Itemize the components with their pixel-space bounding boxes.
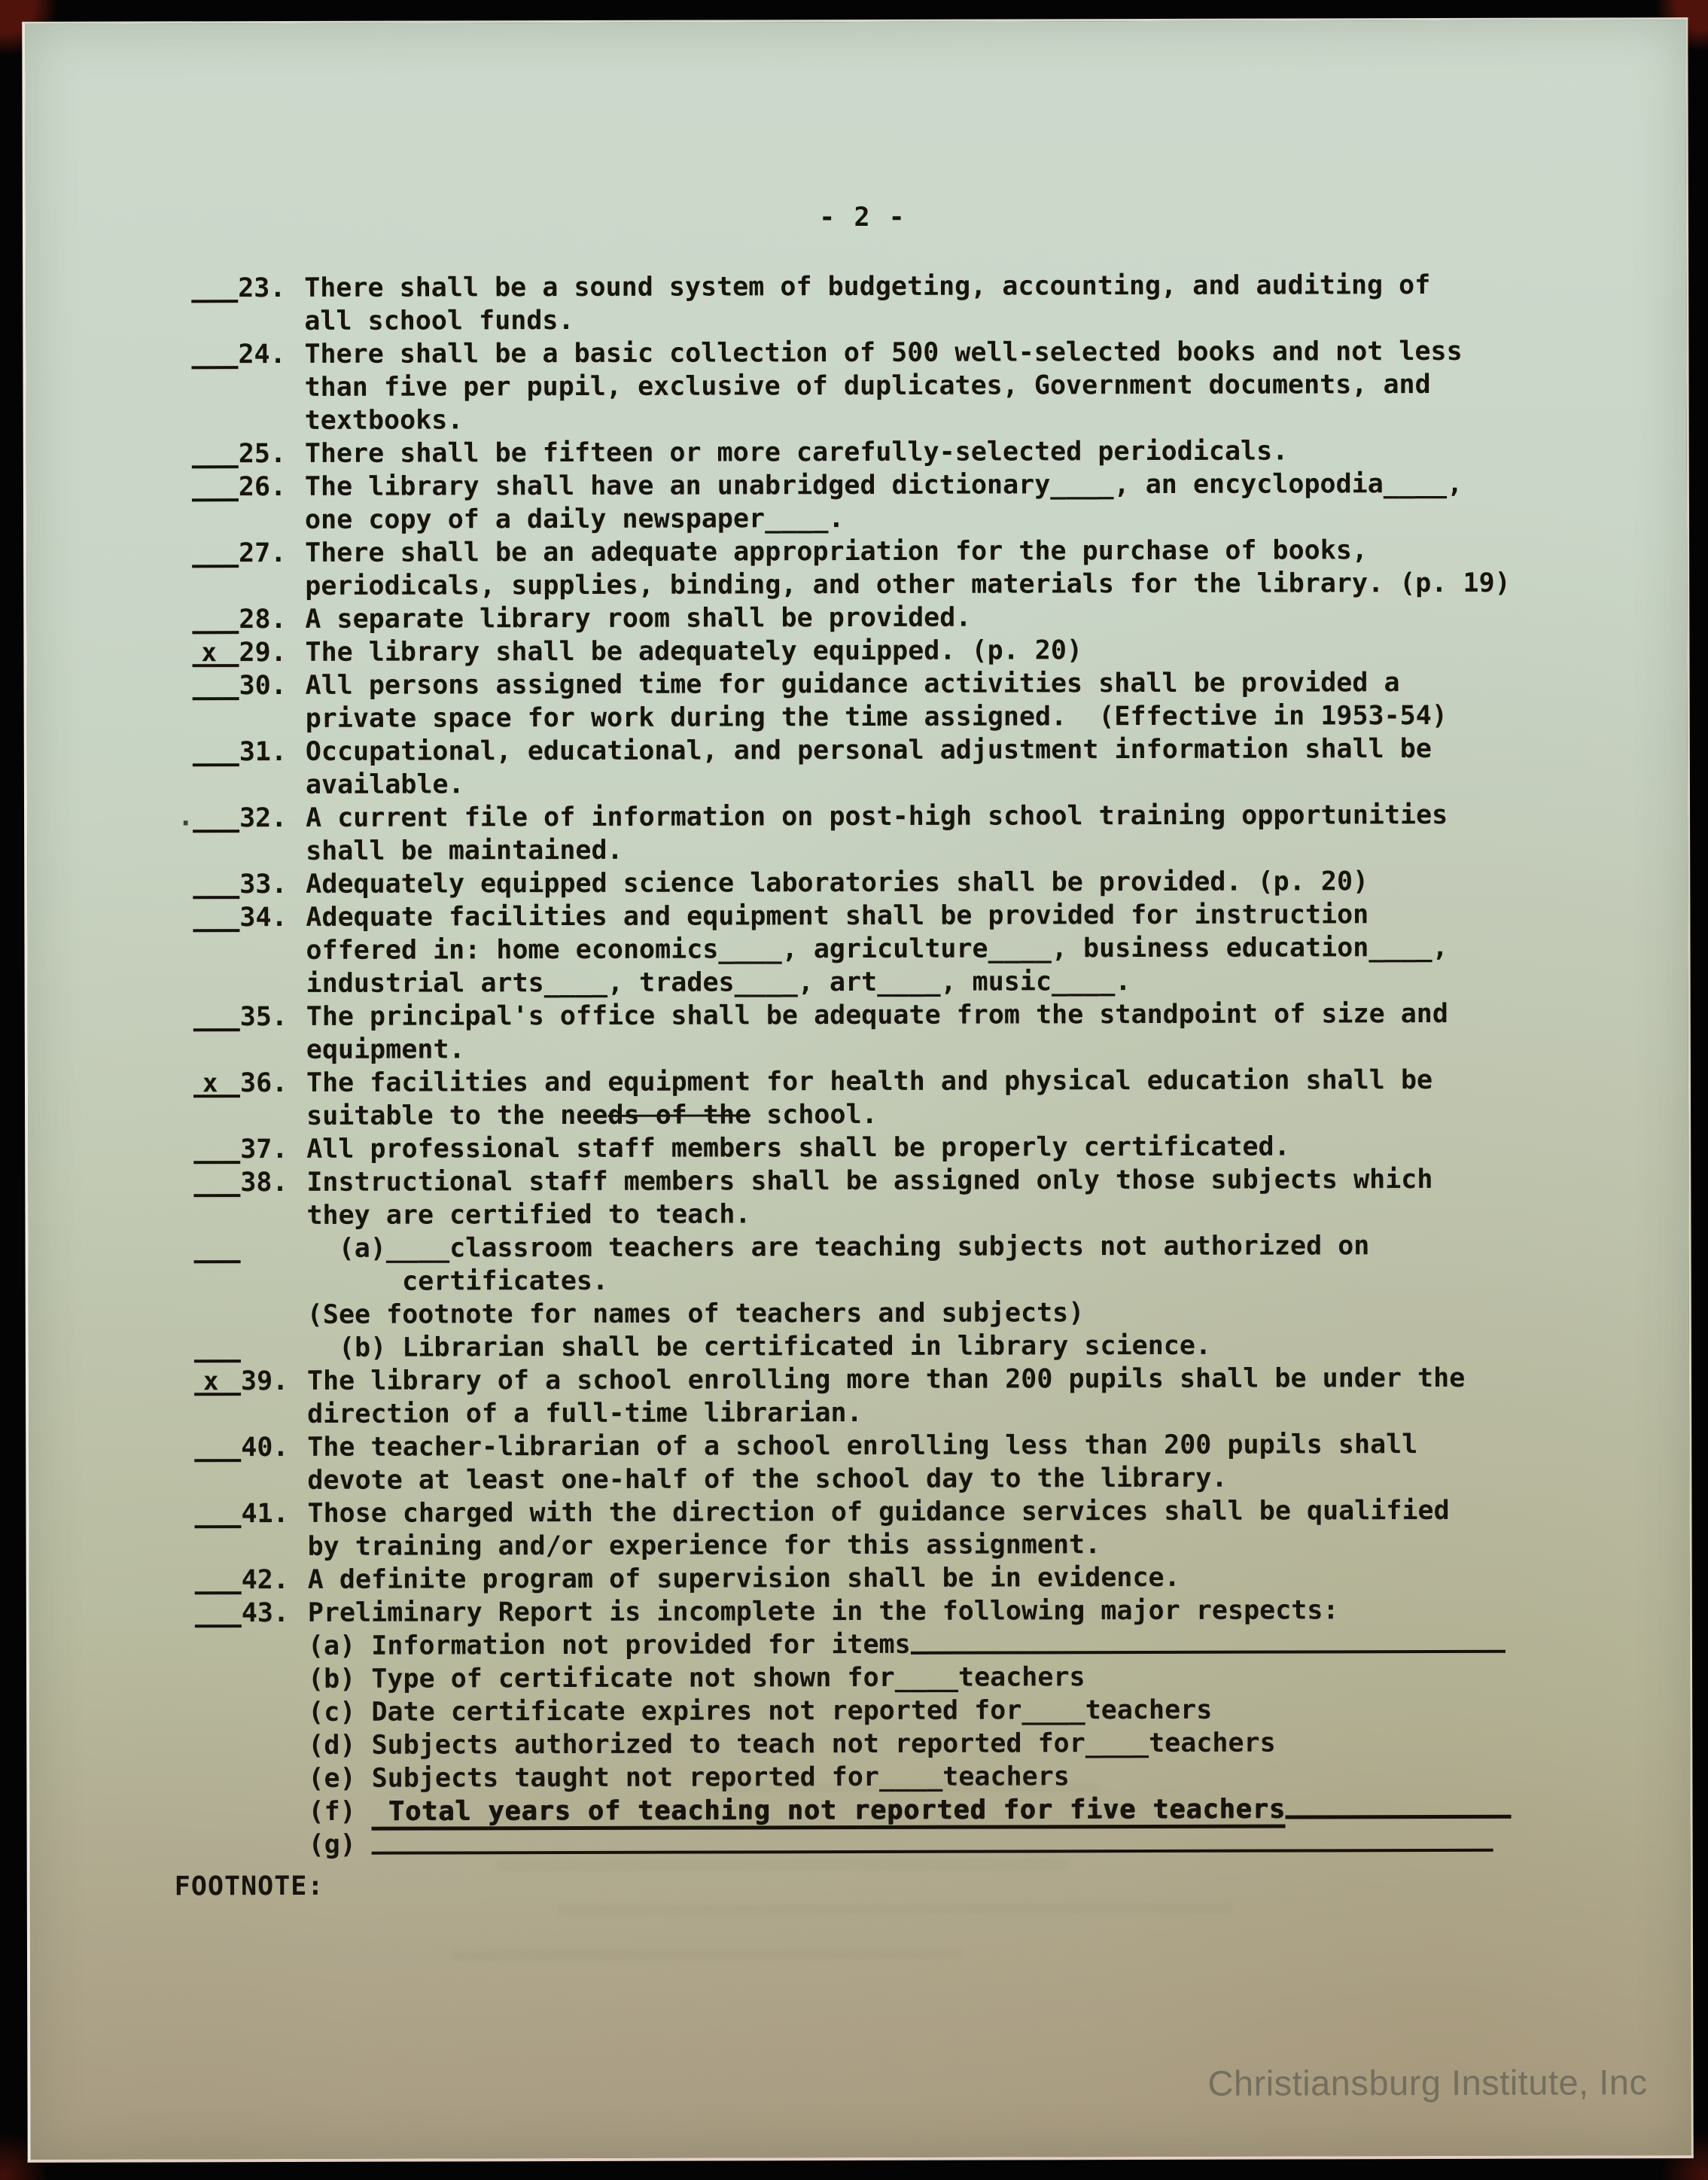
text-segment: suitable to the nee — [306, 1100, 608, 1131]
document-page — [22, 17, 1693, 2163]
response-blank — [193, 1232, 240, 1265]
item-text: (See footnote for names of teachers and subjects) — [306, 1298, 1085, 1330]
item-text: (a)____classroom teachers are teaching subjects not authorized on certificates. — [306, 1231, 1370, 1297]
item-number: 34. — [239, 902, 288, 933]
blank-line — [191, 341, 238, 369]
checklist-item — [192, 599, 1585, 636]
checklist-item — [194, 1328, 1587, 1365]
text-segment: school. — [750, 1099, 878, 1131]
checklist-item — [192, 632, 1585, 669]
response-blank — [194, 1365, 241, 1398]
item-number: 33. — [239, 869, 288, 900]
blank-line — [192, 473, 239, 501]
item-text: (b) Librarian shall be certificated in library science. — [306, 1330, 1212, 1363]
item-text: Adequately equipped science laboratories shall be provided. (p. 20) — [306, 866, 1369, 900]
checklist-item — [193, 732, 1585, 802]
blank-line — [195, 1600, 242, 1627]
item-text: Preliminary Report is incomplete in the following major respects: (a) Information not provided for items (b) Type of certificate not shown for____teachers (c) Date certificate expires not reported for____teachers (d) Subjects authorized to teach not reported for____teachers (e) Subjects taught not reported for____teachers (f) Total years of teaching not reported for five teachers (g) — [308, 1593, 1588, 1861]
item-number: 23. — [238, 272, 286, 304]
blank-line — [192, 540, 239, 568]
item-text: A current file of information on post-high school training opportunities shall be maintained. — [305, 799, 1448, 866]
response-blank — [191, 338, 238, 371]
checklist-item — [194, 1295, 1587, 1332]
response-blank — [195, 1563, 242, 1597]
bleed-through-mark — [497, 1858, 1069, 1871]
text-segment: (f) — [308, 1796, 372, 1827]
item-number: 35. — [239, 1001, 288, 1033]
response-blank — [193, 1067, 240, 1100]
bleed-through-mark — [557, 1903, 1235, 1915]
checklist-item — [193, 897, 1585, 1000]
response-blank — [194, 1299, 241, 1332]
item-text: There shall be a basic collection of 500 well-selected books and not less than five per pupil, exclusive of duplicates, Government documents, and textbooks. — [304, 336, 1463, 436]
blank-line — [193, 904, 239, 932]
response-blank — [192, 437, 239, 470]
checklist-item — [193, 1229, 1586, 1299]
item-number: 37. — [240, 1134, 288, 1165]
response-blank — [193, 901, 239, 934]
item-text: Adequate facilities and equipment shall be provided for instruction offered in: home economics____, agriculture____, business education____, industrial arts____, trades____, art____, music____. — [306, 900, 1448, 999]
blank-line — [191, 275, 238, 303]
checklist-item — [194, 1427, 1587, 1497]
blank-line — [194, 1335, 241, 1362]
item-text: There shall be fifteen or more carefully-selected periodicals. — [304, 436, 1289, 469]
response-blank — [194, 1497, 241, 1530]
item-number: 32. — [239, 802, 288, 834]
blank-line — [195, 1566, 242, 1594]
blank-line — [194, 1434, 241, 1462]
checklist-item — [177, 798, 1585, 868]
item-text: The teacher-librarian of a school enrolling less than 200 pupils shall devote at least one-half of the school day to the library. — [307, 1429, 1418, 1496]
item-number: 26. — [238, 471, 287, 503]
checklist-item — [191, 268, 1584, 338]
typed-emphasis: Total years of teaching not reported for five teachers — [372, 1795, 1286, 1831]
checklist-item — [193, 997, 1586, 1067]
response-blank — [193, 1133, 240, 1166]
blank-line — [192, 440, 239, 468]
item-number: 36. — [239, 1067, 288, 1099]
item-number: 30. — [239, 670, 287, 702]
response-blank — [192, 470, 239, 504]
blank-line — [193, 672, 239, 700]
item-text: Occupational, educational, and personal adjustment information shall be available. — [305, 734, 1432, 800]
item-text: The principal's office shall be adequate from the standpoint of size and equipment. — [306, 998, 1448, 1065]
item-number: 40. — [241, 1432, 289, 1463]
archive-watermark: Christiansburg Institute, Inc — [1207, 2062, 1648, 2103]
x-mark: x — [202, 1366, 219, 1397]
item-number: 28. — [239, 604, 287, 635]
response-blank — [193, 669, 239, 702]
response-blank — [192, 636, 239, 669]
bleed-through-mark — [452, 1949, 964, 1961]
response-blank — [194, 1332, 241, 1365]
item-number: 42. — [241, 1564, 289, 1596]
blank-line — [193, 1136, 240, 1164]
item-text: The library of a school enrolling more than 200 pupils shall be under the direction of a full-time librarian. — [306, 1362, 1466, 1429]
checklist-item — [195, 1560, 1588, 1597]
item-number: 24. — [238, 339, 286, 370]
item-text: Instructional staff members shall be assigned only those subjects which they are certified to teach. — [306, 1165, 1433, 1231]
response-blank — [194, 1431, 241, 1464]
blank-line — [194, 1500, 241, 1528]
response-blank — [193, 1000, 240, 1034]
blank-line — [372, 1828, 1493, 1855]
blank-line — [192, 606, 239, 634]
item-text: There shall be an adequate appropriation for the purchase of books, periodicals, supplies, binding, and other materials for the library. (p. 19) — [305, 535, 1511, 601]
text-segment: ds of the — [607, 1100, 751, 1131]
bleed-through-mark — [707, 1783, 1098, 1792]
item-text: All professional staff members shall be properly certificated. — [306, 1131, 1290, 1165]
blank-line — [193, 738, 239, 766]
checklist-item — [193, 1063, 1586, 1133]
text-segment: (g) — [308, 1829, 372, 1860]
item-text: The library shall be adequately equipped. (p. 20) — [305, 635, 1083, 668]
response-blank — [193, 868, 239, 901]
response-blank — [177, 802, 239, 835]
checklist-item — [193, 864, 1585, 901]
item-number: 41. — [241, 1498, 289, 1530]
item-number: 39. — [240, 1366, 289, 1397]
dot-mark: . — [177, 802, 194, 833]
blank-line — [1286, 1794, 1512, 1819]
response-blank — [193, 1166, 240, 1199]
item-text: The facilities and equipment for health and physical education shall be suitable to the needs of the school. — [306, 1065, 1433, 1131]
response-blank — [195, 1597, 242, 1630]
response-blank — [193, 735, 239, 769]
response-blank — [192, 537, 239, 570]
blank-line — [193, 871, 239, 899]
x-mark: x — [201, 638, 218, 668]
blank-line — [193, 805, 239, 833]
checklist — [177, 268, 1588, 1862]
checklist-item — [195, 1593, 1588, 1862]
checklist-item — [194, 1493, 1587, 1563]
page-number: - 2 - — [819, 202, 906, 233]
item-text: A definite program of supervision shall be in evidence. — [307, 1562, 1180, 1595]
item-text: There shall be a sound system of budgeting, accounting, and auditing of all school funds. — [304, 270, 1431, 336]
checklist-item — [192, 467, 1585, 537]
footnote-label: FOOTNOTE: — [174, 1871, 324, 1902]
item-number: 38. — [240, 1167, 288, 1198]
checklist-item — [193, 1129, 1586, 1166]
blank-line — [193, 1169, 240, 1197]
item-number: 29. — [239, 637, 287, 668]
item-number: 31. — [239, 736, 288, 768]
item-number: 27. — [239, 537, 287, 569]
blank-line — [194, 1235, 241, 1263]
response-blank — [191, 272, 238, 305]
checklist-item — [192, 434, 1585, 470]
checklist-item — [193, 665, 1585, 735]
item-text: A separate library room shall be provided. — [305, 602, 972, 635]
item-number: 43. — [241, 1597, 290, 1629]
blank-line — [911, 1629, 1506, 1655]
checklist-item — [192, 533, 1585, 603]
checklist-item — [194, 1361, 1587, 1431]
blank-line — [193, 1003, 240, 1031]
text-segment: (a) Information not provided for items — [307, 1629, 911, 1661]
item-text: All persons assigned time for guidance activities shall be provided a private space for work during the time assigned. (Effective in 1953-54) — [305, 668, 1448, 734]
item-text: The library shall have an unabridged dictionary____, an encyclopodia____, one copy of a daily newspaper____. — [304, 468, 1463, 535]
item-number: 25. — [238, 438, 287, 470]
x-mark: x — [202, 1068, 218, 1099]
item-text: Those charged with the direction of guidance services shall be qualified by training and/or experience for this assignment. — [307, 1495, 1450, 1562]
response-blank — [192, 603, 239, 636]
checklist-item — [191, 334, 1584, 437]
checklist-item — [193, 1162, 1586, 1232]
